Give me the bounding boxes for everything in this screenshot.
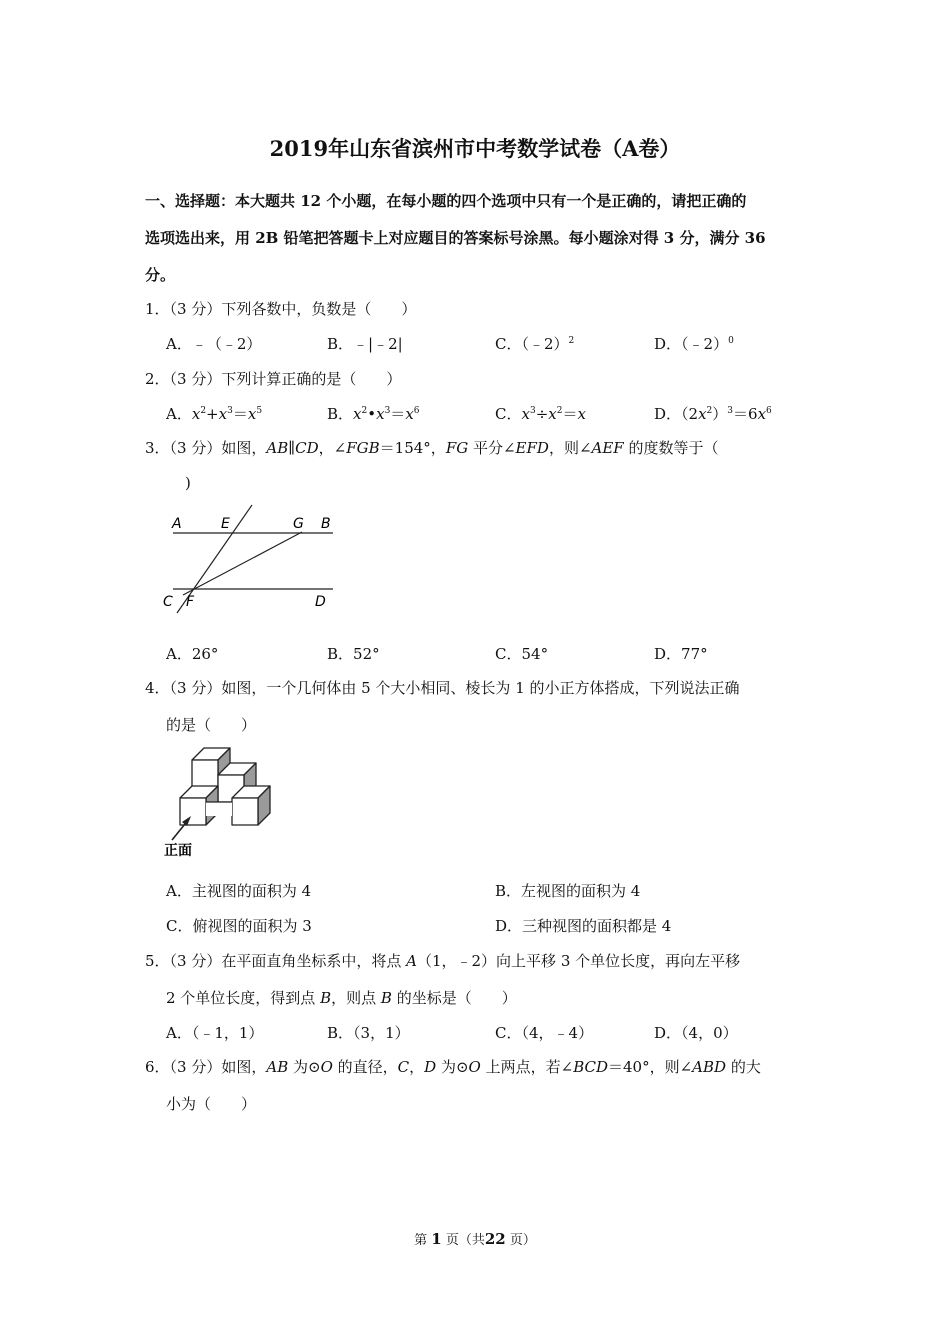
question-5-stem-line1: 5．（3 分）在平面直角坐标系中，将点 A（1，﹣2）向上平移 3 个单位长度，再向左平移 <box>145 952 741 970</box>
q3-option-d: D．77° <box>654 645 708 663</box>
q3-option-a: A．26° <box>166 645 219 663</box>
question-1-stem: 1．（3 分）下列各数中，负数是（ ） <box>145 300 417 318</box>
label-f: F <box>186 594 195 610</box>
label-d: D <box>315 594 326 610</box>
q1-option-d: D．（﹣2）$^0$ <box>654 335 734 353</box>
label-g: G <box>293 516 304 532</box>
question-3-stem-close: ) <box>185 474 191 492</box>
question-4-stem-line2: 的是（ ） <box>166 716 257 734</box>
label-e: E <box>221 516 230 532</box>
cube-stack-figure <box>160 740 280 860</box>
parallel-lines-figure <box>155 500 345 620</box>
question-2-stem: 2．（3 分）下列计算正确的是（ ） <box>145 370 402 388</box>
q1-option-a: A．﹣（﹣2） <box>166 335 262 353</box>
q4-option-a: A．主视图的面积为 4 <box>166 882 312 900</box>
question-5-stem-line2: 2 个单位长度，得到点 B，则点 B 的坐标是（ ） <box>166 989 517 1007</box>
q4-option-c: C．俯视图的面积为 3 <box>166 917 312 935</box>
page-total: 22 <box>484 1230 506 1248</box>
label-a: A <box>172 516 182 532</box>
page-number: 1 <box>431 1230 442 1248</box>
q1-option-b: B．﹣|﹣2| <box>327 335 403 353</box>
q4-option-d: D．三种视图的面积都是 4 <box>495 917 672 935</box>
q3-option-b: B．52° <box>327 645 380 663</box>
section-instructions-line2: 选项选出来，用 2B 铅笔把答题卡上对应题目的答案标号涂黑。每小题涂对得 3 分，满分 36 <box>145 229 766 247</box>
q1-option-c: C．（﹣2）$^2$ <box>495 335 575 353</box>
question-3-stem: 3．（3 分）如图，AB∥CD，∠FGB＝154°，FG 平分∠EFD，则∠AEF 的度数等于（ <box>145 439 719 457</box>
question-4-stem-line1: 4．（3 分）如图，一个几何体由 5 个大小相同、棱长为 1 的小正方体搭成，下列说法正确 <box>145 679 740 697</box>
question-6-stem-line1: 6．（3 分）如图，AB 为⊙O 的直径，C，D 为⊙O 上两点，若∠BCD＝40°，则∠ABD 的大 <box>145 1058 761 1076</box>
q4-option-b: B．左视图的面积为 4 <box>495 882 641 900</box>
front-view-label: 正面 <box>164 843 192 859</box>
q2-option-b: B．$x^2•x^3=x^6$ <box>327 405 420 423</box>
label-c: C <box>163 594 173 610</box>
q5-option-d: D．（4，0） <box>654 1024 738 1042</box>
q5-option-a: A．（﹣1，1） <box>166 1024 264 1042</box>
question-6-stem-line2: 小为（ ） <box>166 1095 257 1113</box>
label-b: B <box>321 516 331 532</box>
section-instructions-line1: 一、选择题：本大题共 12 个小题，在每小题的四个选项中只有一个是正确的，请把正确的 <box>145 192 747 210</box>
q2-option-a: A．$x^2+x^3=x^5$ <box>166 405 263 423</box>
q3-option-c: C．54° <box>495 645 549 663</box>
q2-option-d: D．$(2x^2)^3=6x^6$ <box>654 405 772 423</box>
q2-option-c: C．$x^3\div x^2=x$ <box>495 405 586 423</box>
page-title: 2019年山东省滨州市中考数学试卷（A卷） <box>269 136 681 161</box>
section-instructions-line3: 分。 <box>145 266 176 284</box>
q5-option-b: B．（3，1） <box>327 1024 410 1042</box>
q5-option-c: C．（4，﹣4） <box>495 1024 594 1042</box>
page-footer: 第 1 页（共22 页） <box>414 1230 536 1248</box>
